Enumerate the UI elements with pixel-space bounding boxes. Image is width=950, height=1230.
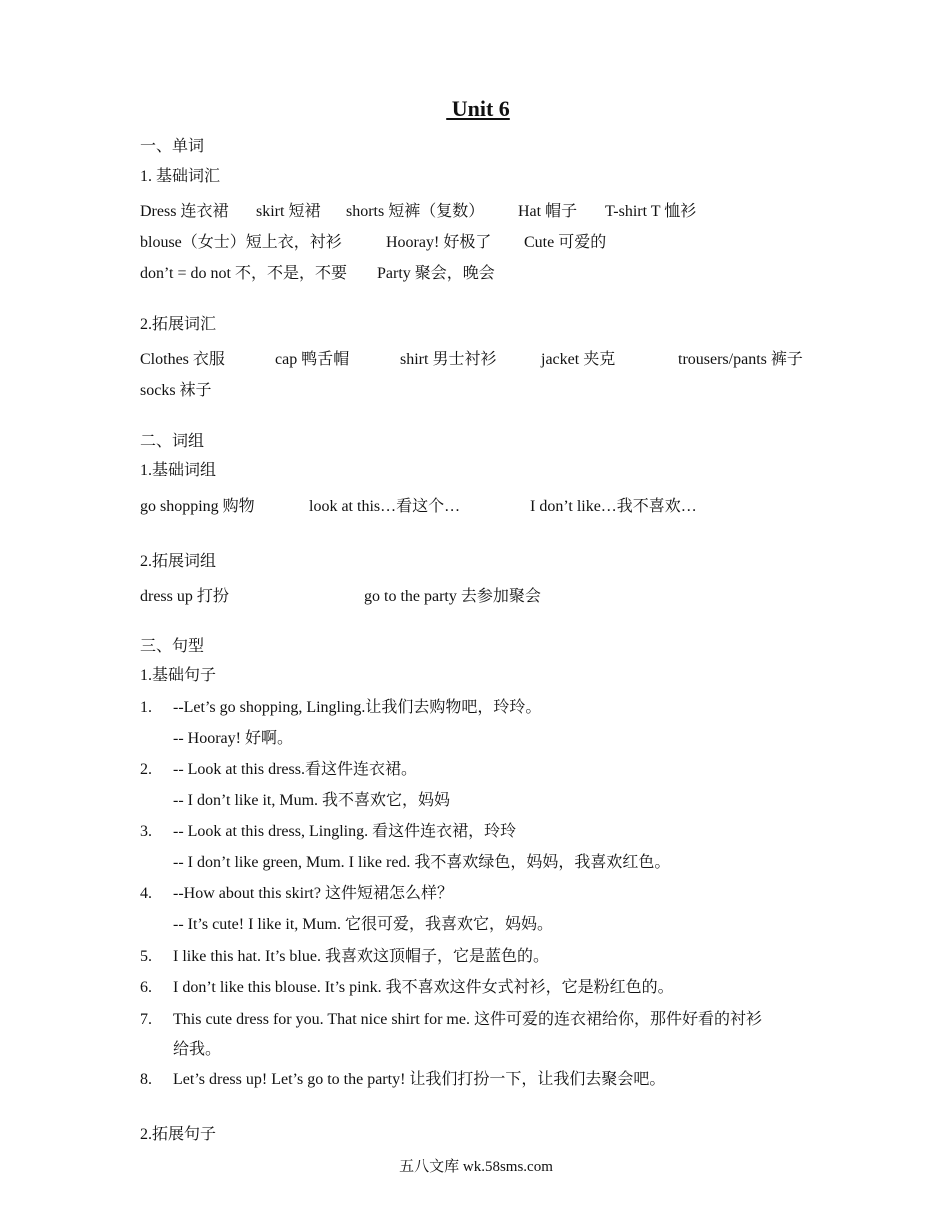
vocab-item: Party 聚会，晚会 bbox=[377, 265, 495, 282]
sentence-line: Let’s dress up! Let’s go to the party! 让我们打扮一下，让我们去聚会吧。 bbox=[173, 1071, 666, 1088]
item-number: 8. bbox=[140, 1071, 152, 1088]
item-number: 3. bbox=[140, 823, 152, 840]
item-number: 5. bbox=[140, 948, 152, 965]
vocab-item: jacket 夹克 bbox=[541, 351, 616, 368]
item-number: 6. bbox=[140, 979, 152, 996]
phrase-item: dress up 打扮 bbox=[140, 588, 229, 605]
sentence-line: -- It’s cute! I like it, Mum. 它很可爱，我喜欢它，妈妈。 bbox=[173, 916, 553, 933]
section-heading-words: 一、单词 bbox=[140, 138, 205, 155]
item-number: 1. bbox=[140, 699, 152, 716]
sentence-line: I like this hat. It’s blue. 我喜欢这顶帽子，它是蓝色的。 bbox=[173, 948, 549, 965]
vocab-item: T-shirt T 恤衫 bbox=[605, 203, 697, 220]
phrase-item: go to the party 去参加聚会 bbox=[364, 588, 541, 605]
sentence-line: I don’t like this blouse. It’s pink. 我不喜欢这件女式衬衫，它是粉红色的。 bbox=[173, 979, 674, 996]
vocab-item: blouse（女士）短上衣，衬衫 bbox=[140, 234, 342, 251]
page-footer: 五八文库 wk.58sms.com bbox=[399, 1159, 553, 1175]
subheading-basic-words: 1. 基础词汇 bbox=[140, 168, 221, 185]
subheading-basic-phrases: 1.基础词组 bbox=[140, 462, 217, 479]
sentence-line: -- Look at this dress.看这件连衣裙。 bbox=[173, 761, 417, 778]
vocab-item: skirt 短裙 bbox=[256, 203, 321, 220]
item-number: 7. bbox=[140, 1011, 152, 1028]
item-number: 2. bbox=[140, 761, 152, 778]
phrase-item: I don’t like…我不喜欢… bbox=[530, 498, 697, 515]
page-title: Unit 6 bbox=[446, 96, 510, 121]
section-heading-phrases: 二、词组 bbox=[140, 433, 205, 450]
vocab-item: socks 袜子 bbox=[140, 382, 212, 399]
sentence-line: -- Hooray! 好啊。 bbox=[173, 730, 293, 747]
phrase-item: go shopping 购物 bbox=[140, 498, 255, 515]
sentence-line: --Let’s go shopping, Lingling.让我们去购物吧，玲玲。 bbox=[173, 699, 542, 716]
vocab-item: don’t = do not 不，不是，不要 bbox=[140, 265, 347, 282]
sentence-line: -- I don’t like green, Mum. I like red. 我不喜欢绿色，妈妈，我喜欢红色。 bbox=[173, 854, 671, 871]
section-heading-sentences: 三、句型 bbox=[140, 638, 205, 655]
sentence-line: This cute dress for you. That nice shirt for me. 这件可爱的连衣裙给你，那件好看的衬衫 bbox=[173, 1011, 762, 1028]
subheading-basic-sentences: 1.基础句子 bbox=[140, 667, 217, 684]
vocab-item: shorts 短裤（复数） bbox=[346, 203, 485, 220]
vocab-item: Clothes 衣服 bbox=[140, 351, 225, 368]
subheading-extended-words: 2.拓展词汇 bbox=[140, 316, 217, 333]
vocab-item: Hat 帽子 bbox=[518, 203, 578, 220]
vocab-item: Dress 连衣裙 bbox=[140, 203, 229, 220]
sentence-line: 给我。 bbox=[173, 1041, 222, 1058]
vocab-item: Hooray! 好极了 bbox=[386, 234, 492, 251]
vocab-item: trousers/pants 裤子 bbox=[678, 351, 803, 368]
vocab-item: shirt 男士衬衫 bbox=[400, 351, 497, 368]
phrase-item: look at this…看这个… bbox=[309, 498, 461, 515]
sentence-line: --How about this skirt? 这件短裙怎么样？ bbox=[173, 885, 453, 902]
vocab-item: Cute 可爱的 bbox=[524, 234, 607, 251]
subheading-extended-phrases: 2.拓展词组 bbox=[140, 553, 217, 570]
sentence-line: -- I don’t like it, Mum. 我不喜欢它，妈妈 bbox=[173, 792, 451, 809]
subheading-extended-sentences: 2.拓展句子 bbox=[140, 1126, 217, 1143]
sentence-line: -- Look at this dress, Lingling. 看这件连衣裙，玲玲 bbox=[173, 823, 517, 840]
item-number: 4. bbox=[140, 885, 152, 902]
vocab-item: cap 鸭舌帽 bbox=[275, 351, 350, 368]
